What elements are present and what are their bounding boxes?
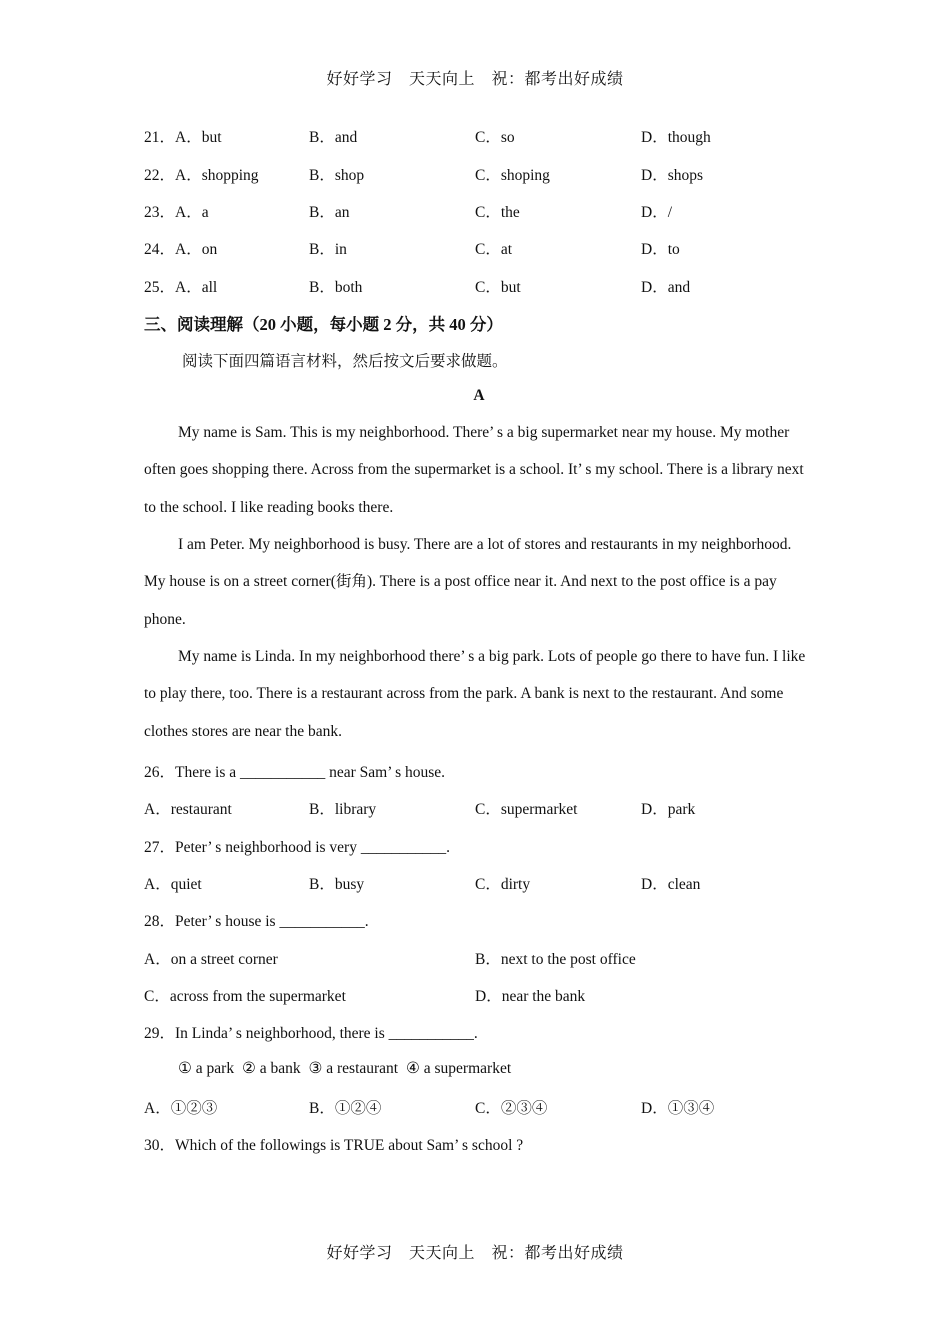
q28-option-b: B．next to the post office xyxy=(475,951,636,968)
option-25-a: 25．A．all xyxy=(144,279,218,296)
question-28-stem: 28．Peter’ s house is ___________. xyxy=(144,913,369,930)
option-21-d: D．though xyxy=(641,129,711,146)
question-30-stem: 30．Which of the followings is TRUE about Sam’ s school ? xyxy=(144,1137,524,1154)
q29-option-d: D．①③④ xyxy=(641,1100,715,1117)
option-25-d: D．and xyxy=(641,279,691,296)
section-instruction: 阅读下面四篇语言材料，然后按文后要求做题。 xyxy=(182,353,508,370)
page-footer: 好好学习 天天向上 祝：都考出好成绩 xyxy=(326,1245,624,1262)
q28-option-c: C．across from the supermarket xyxy=(144,988,346,1005)
option-22-b: B．shop xyxy=(309,167,365,184)
option-22-d: D．shops xyxy=(641,167,704,184)
option-25-b: B．both xyxy=(309,279,363,296)
option-23-d: D．/ xyxy=(641,204,673,221)
question-27-options xyxy=(144,872,814,896)
q29-item-supermarket: ④ a supermarket xyxy=(406,1060,512,1077)
page-header: 好好学习 天天向上 祝：都考出好成绩 xyxy=(326,71,624,88)
q27-option-d: D．clean xyxy=(641,876,701,893)
passage-paragraph-linda: My name is Linda. In my neighborhood there’ s a big park. Lots of people go there to have fun. I like to play there, too. There is a restaurant across from the park. A bank is next to the restaurant. And some clothes stores are near the bank. xyxy=(144,648,806,740)
option-21-b: B．and xyxy=(309,129,358,146)
option-24-b: B．in xyxy=(309,241,347,258)
q29-option-a: A．①②③ xyxy=(144,1100,218,1117)
q26-option-a: A．restaurant xyxy=(144,801,232,818)
q29-option-c: C．②③④ xyxy=(475,1100,548,1117)
option-row-25 xyxy=(144,275,814,299)
question-26-stem: 26．There is a ___________ near Sam’ s house. xyxy=(144,764,446,781)
option-row-21 xyxy=(144,125,814,149)
q29-item-park: ① a park xyxy=(178,1060,235,1077)
option-21-a: 21．A．but xyxy=(144,129,222,146)
question-28-options-cd xyxy=(144,984,814,1008)
q26-option-d: D．park xyxy=(641,801,696,818)
option-22-a: 22．A．shopping xyxy=(144,167,259,184)
option-row-24 xyxy=(144,237,814,261)
passage-label: A xyxy=(473,387,485,404)
passage-paragraph-peter: I am Peter. My neighborhood is busy. There are a lot of stores and restaurants in my neighborhood. My house is on a street corner(街角). There is a post office near it. And next to the post office is a pay phone. xyxy=(144,536,792,628)
q28-option-d: D．near the bank xyxy=(475,988,586,1005)
q27-option-a: A．quiet xyxy=(144,876,202,893)
section-title: 三、阅读理解（20 小题，每小题 2 分，共 40 分） xyxy=(144,315,503,334)
question-28-options-ab xyxy=(144,947,814,971)
option-23-c: C．the xyxy=(475,204,520,221)
option-23-a: 23．A．a xyxy=(144,204,209,221)
q29-item-bank: ② a bank xyxy=(241,1060,301,1077)
option-row-23 xyxy=(144,200,814,224)
question-27-stem: 27．Peter’ s neighborhood is very ___________. xyxy=(144,839,450,856)
question-29-options xyxy=(144,1096,814,1120)
question-26-options xyxy=(144,797,814,821)
option-22-c: C．shoping xyxy=(475,167,550,184)
option-24-c: C．at xyxy=(475,241,513,258)
q28-option-a: A．on a street corner xyxy=(144,951,278,968)
q29-item-restaurant: ③ a restaurant xyxy=(308,1060,399,1077)
option-24-a: 24．A．on xyxy=(144,241,218,258)
question-29-stem: 29．In Linda’ s neighborhood, there is ___________. xyxy=(144,1025,478,1042)
option-21-c: C．so xyxy=(475,129,515,146)
passage-paragraph-sam: My name is Sam. This is my neighborhood. There’ s a big supermarket near my house. My mother often goes shopping there. Across from the supermarket is a school. It’ s my school. There is a library next to the school. I like reading books there. xyxy=(144,424,804,516)
q26-option-b: B．library xyxy=(309,801,377,818)
q26-option-c: C．supermarket xyxy=(475,801,578,818)
option-25-c: C．but xyxy=(475,279,521,296)
option-24-d: D．to xyxy=(641,241,680,258)
question-29-items xyxy=(144,1059,848,1083)
option-row-22 xyxy=(144,163,814,187)
q29-option-b: B．①②④ xyxy=(309,1100,382,1117)
q27-option-c: C．dirty xyxy=(475,876,531,893)
q27-option-b: B．busy xyxy=(309,876,365,893)
option-23-b: B．an xyxy=(309,204,350,221)
